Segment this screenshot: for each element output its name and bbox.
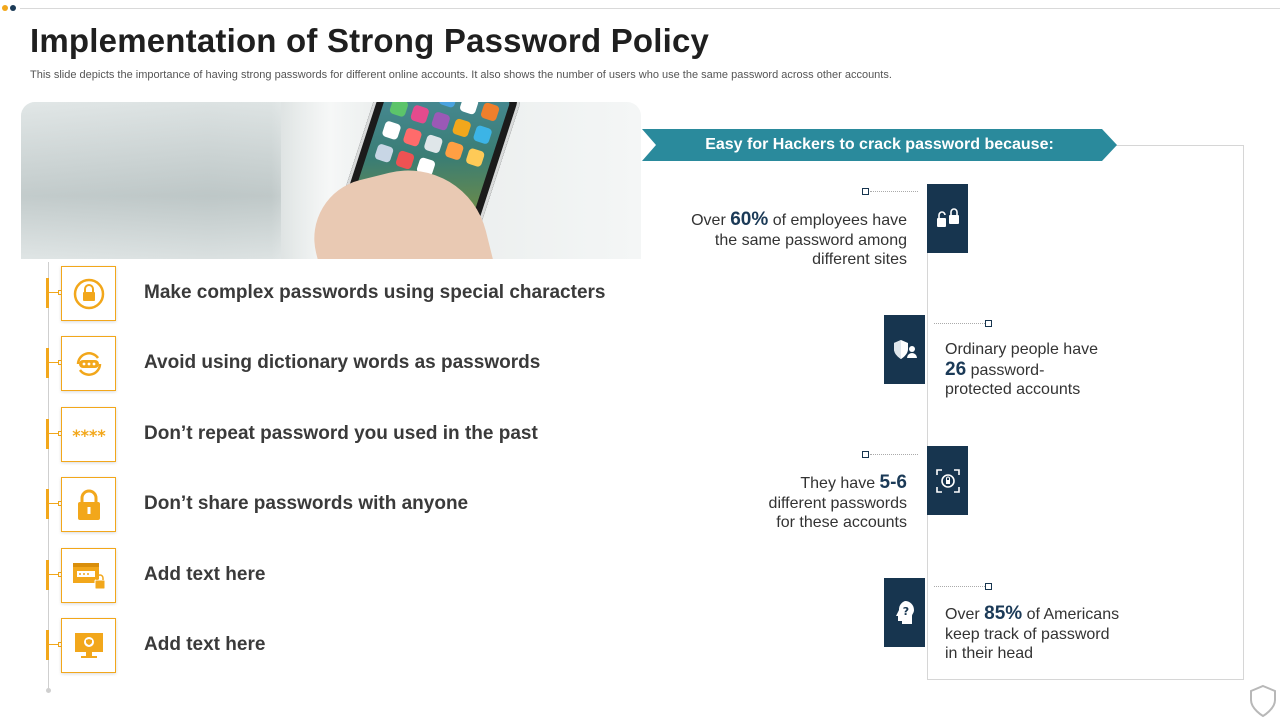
head-question-icon <box>884 578 925 647</box>
accent-dot <box>10 5 16 11</box>
svg-text:?: ? <box>902 604 909 618</box>
slide-subtitle: This slide depicts the importance of having strong passwords for different online accounts. It also shows the number of users who use the same password across other accounts. <box>30 69 892 81</box>
accent-dot <box>2 5 8 11</box>
leader-line <box>870 454 918 455</box>
top-rule <box>20 8 1280 9</box>
stats-frame <box>927 145 1244 680</box>
browser-lock-icon <box>61 548 116 603</box>
timeline-end-dot <box>46 688 51 693</box>
policy-label: Avoid using dictionary words as passwords <box>144 352 541 373</box>
banner-text: Easy for Hackers to crack password because: <box>705 136 1054 153</box>
screen-lock-icon <box>927 446 968 515</box>
monitor-shield-icon <box>61 618 116 673</box>
policy-label: Add text here <box>144 564 266 585</box>
policy-item <box>46 407 646 463</box>
leader-square <box>862 451 869 458</box>
stat-text: They have 5-6 different passwords for these accounts <box>768 472 907 531</box>
stat-number: 5-6 <box>879 472 907 493</box>
leader-line <box>870 191 918 192</box>
stat-text: Over 60% of employees have the same password among different sites <box>691 209 907 268</box>
policy-item <box>46 618 646 674</box>
shield-user-icon <box>884 315 925 384</box>
stat-number: 85% <box>984 603 1023 624</box>
stat-text: Over 85% of Americans keep track of password in their head <box>945 603 1120 662</box>
asterisks-icon <box>61 407 116 462</box>
policy-label: Don’t share passwords with anyone <box>144 493 469 514</box>
stat-number: 26 <box>945 358 967 380</box>
padlock-icon <box>61 477 116 532</box>
policy-item <box>46 477 646 533</box>
shield-icon <box>1248 684 1278 720</box>
unlocked-locks-icon <box>927 184 968 253</box>
policy-item <box>46 266 646 322</box>
slide-title: Implementation of Strong Password Policy <box>30 22 710 59</box>
password-refresh-icon <box>61 336 116 391</box>
leader-line <box>934 323 985 324</box>
phone-photo <box>21 102 641 259</box>
policy-item <box>46 548 646 604</box>
leader-square <box>862 188 869 195</box>
stat-text: Ordinary people have 26 password- protected accounts <box>945 341 1098 398</box>
stat-number: 60% <box>730 209 769 230</box>
leader-line <box>934 586 985 587</box>
hackers-banner <box>642 129 1117 161</box>
policy-item <box>46 336 646 392</box>
lock-circle-icon <box>61 266 116 321</box>
policy-label: Add text here <box>144 634 266 655</box>
policy-label: Don’t repeat password you used in the past <box>144 423 538 444</box>
svg-text:****: **** <box>71 425 106 445</box>
leader-square <box>985 583 992 590</box>
leader-square <box>985 320 992 327</box>
policy-label: Make complex passwords using special characters <box>144 282 606 303</box>
